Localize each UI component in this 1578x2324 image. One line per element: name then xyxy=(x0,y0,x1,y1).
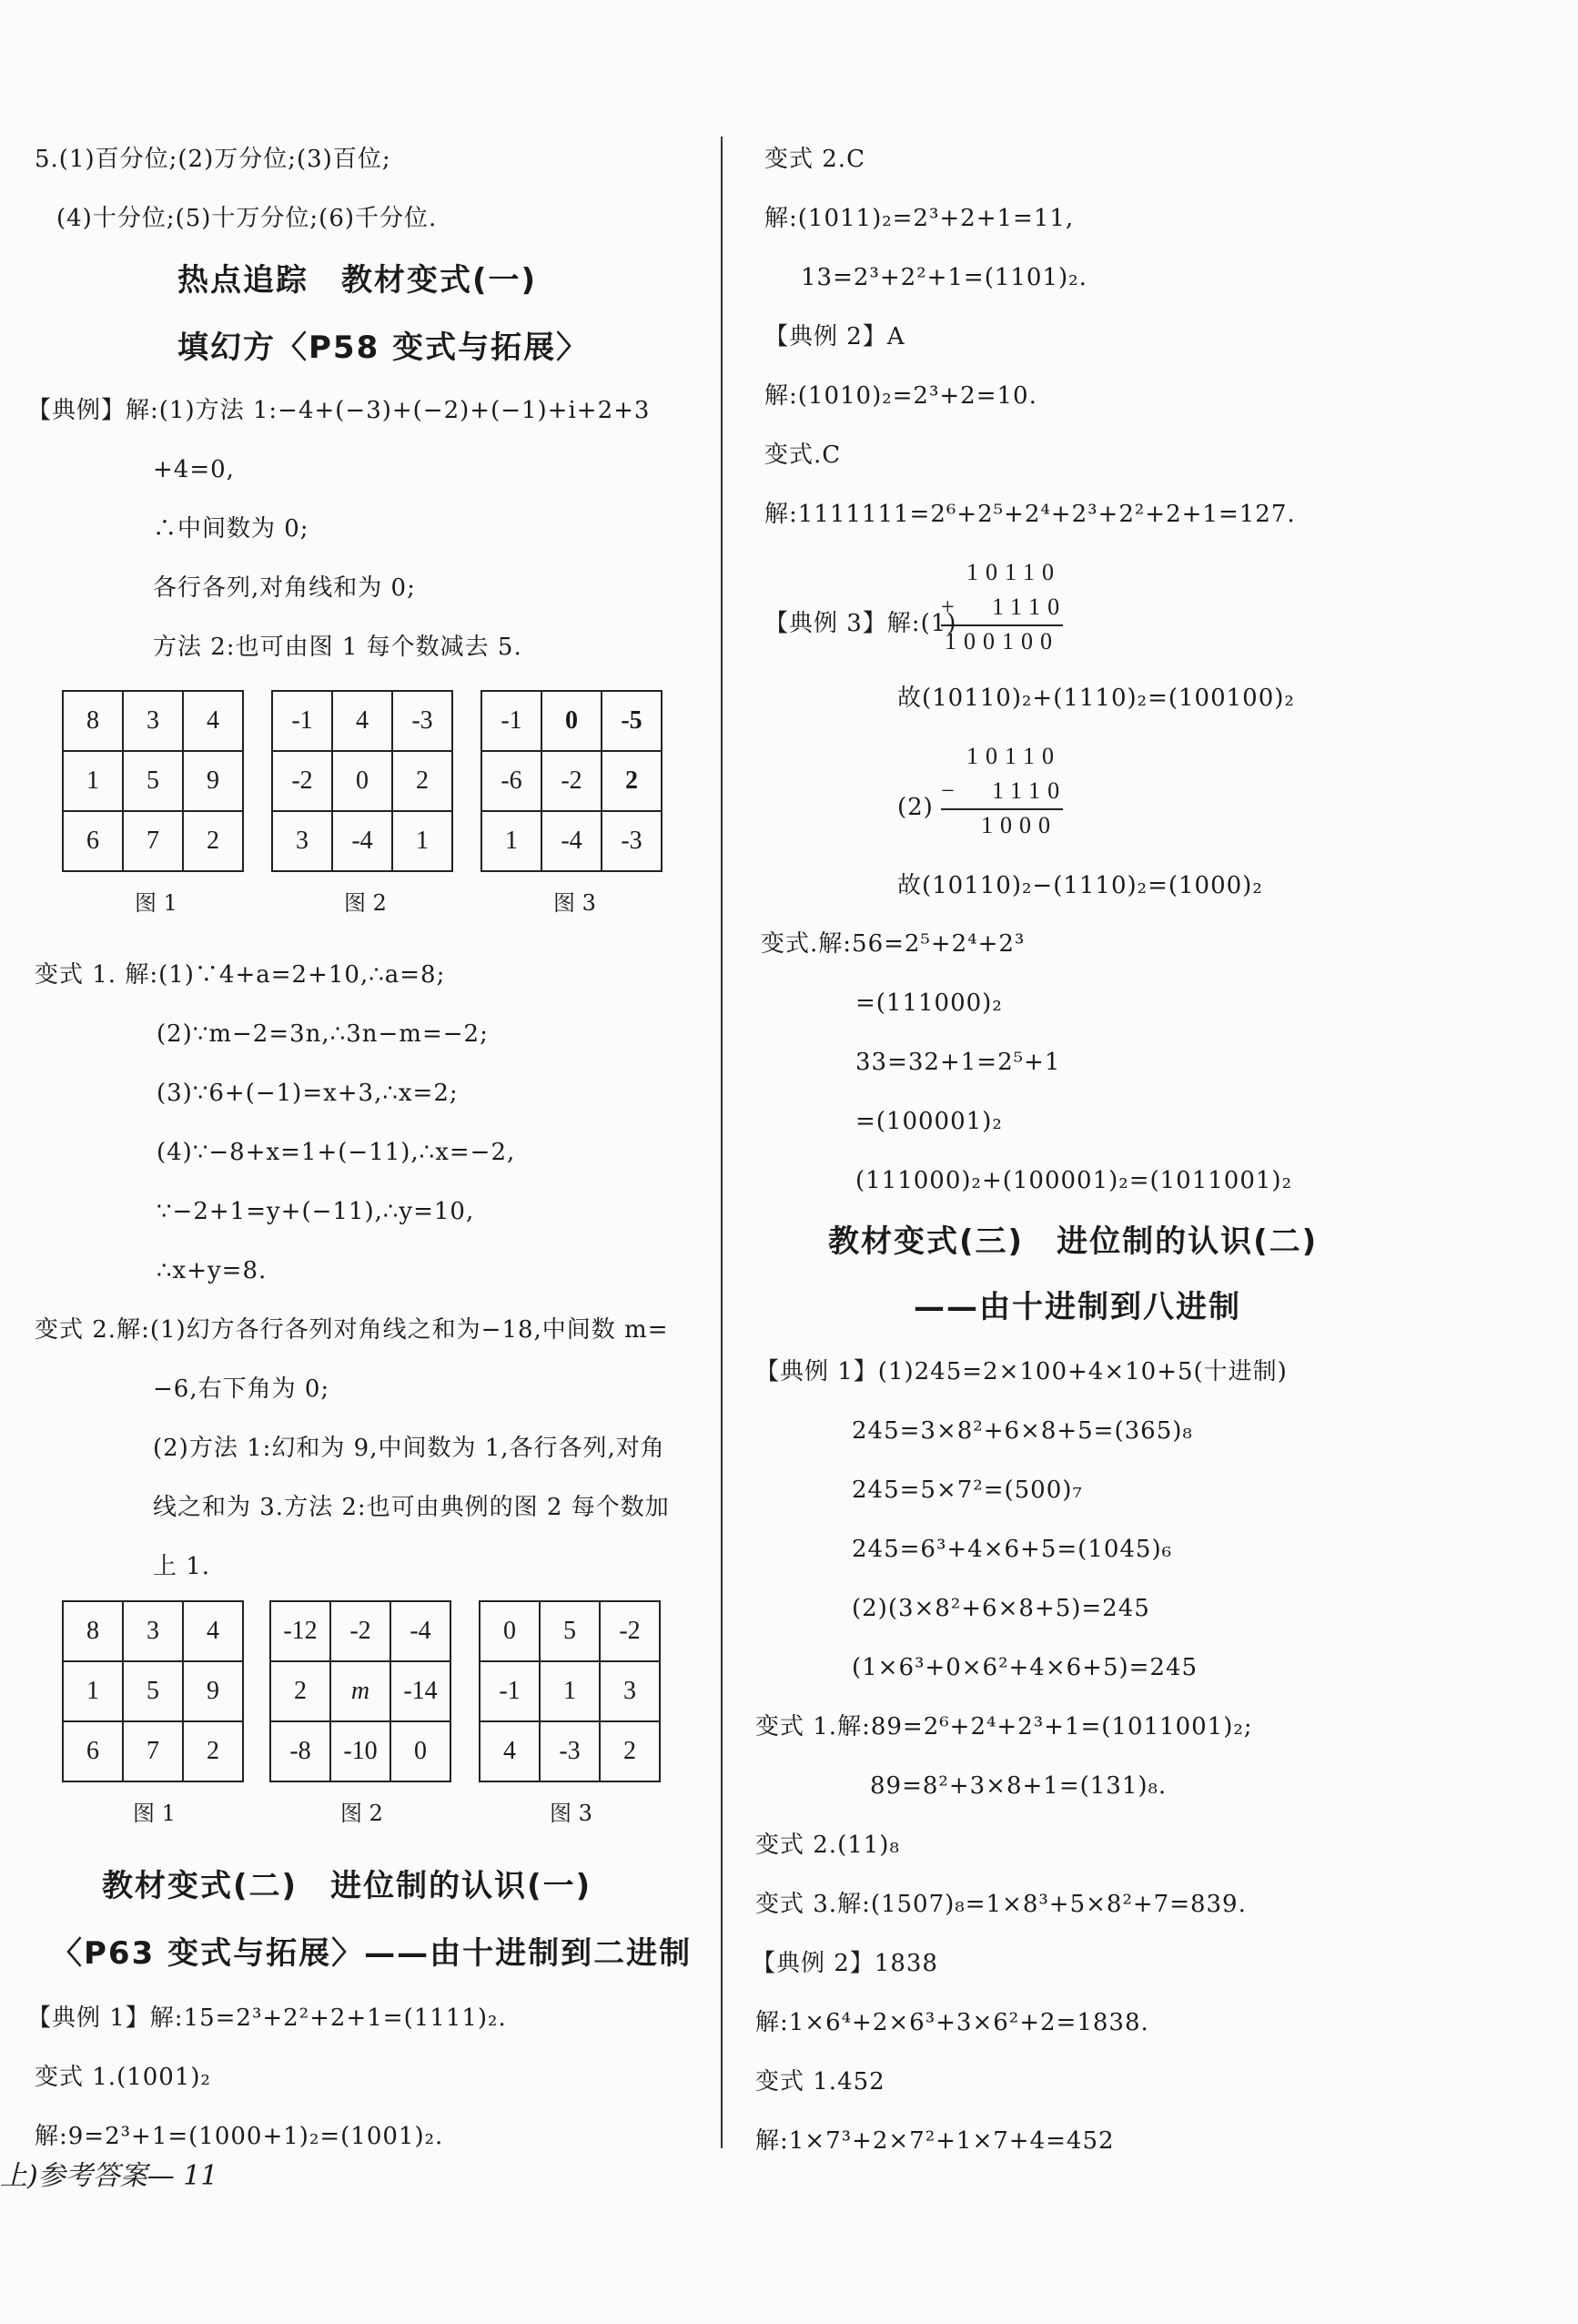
magic-square-cell: -14 xyxy=(390,1661,450,1721)
variant-line: 变式 2.(11)₈ xyxy=(755,1832,900,1859)
example-line: 各行各列,对角线和为 0; xyxy=(153,574,416,602)
solution-line: 33=32+1=2⁵+1 xyxy=(855,1049,1061,1076)
sum-result: 100100 xyxy=(945,628,1059,655)
page-footer: 上)参考答案— 11 xyxy=(0,2160,218,2192)
magic-square-cell: -2 xyxy=(330,1601,390,1661)
example-line: +4=0, xyxy=(153,456,235,483)
magic-square-cell: 3 xyxy=(272,811,332,871)
solution-line: 解:1111111=2⁶+2⁵+2⁴+2³+2²+2+1=127. xyxy=(764,501,1296,528)
section-heading: 教材变式(二) 进位制的认识(一) xyxy=(102,1868,592,1904)
section-heading: 热点追踪 教材变式(一) xyxy=(177,262,538,299)
solution-line: 解:1×7³+2×7²+1×7+4=452 xyxy=(755,2127,1115,2155)
solution-line: 解:(1011)₂=2³+2+1=11, xyxy=(764,205,1075,232)
magic-square-cell: -4 xyxy=(541,811,602,871)
example-line: ∴中间数为 0; xyxy=(153,515,309,543)
magic-square-3 xyxy=(480,690,663,872)
solution-line: 解:(1010)₂=2³+2=10. xyxy=(764,382,1037,410)
variant-line: 变式 1.解:89=2⁶+2⁴+2³+1=(1011001)₂; xyxy=(755,1713,1253,1740)
magic-square-cell: -2 xyxy=(541,751,602,811)
magic-square-cell: 3 xyxy=(600,1661,660,1721)
solution-line: 245=6³+4×6+5=(1045)₆ xyxy=(852,1536,1173,1563)
example-line: 【典例 1】解:15=2³+2²+2+1=(1111)₂. xyxy=(27,2004,507,2032)
magic-square-cell: -4 xyxy=(332,811,392,871)
magic-square-cell: -6 xyxy=(481,751,541,811)
magic-square-cell: 0 xyxy=(332,751,392,811)
column-divider xyxy=(721,137,723,2148)
magic-square-cell: 7 xyxy=(123,1721,183,1781)
variant-line: 变式 1.(1001)₂ xyxy=(35,2064,211,2091)
solution-line: 解:9=2³+1=(1000+1)₂=(1001)₂. xyxy=(35,2123,444,2150)
variant-line: 变式 3.解:(1507)₈=1×8³+5×8²+7=839. xyxy=(755,1891,1247,1918)
magic-square-cell: 1 xyxy=(481,811,541,871)
variant-2-line: (2)方法 1:幻和为 9,中间数为 1,各行各列,对角 xyxy=(153,1435,665,1462)
diff-bottom: 1110 xyxy=(992,777,1067,804)
magic-square-cell: -1 xyxy=(481,691,541,751)
example-line: 【典例 2】1838 xyxy=(752,1950,938,1977)
magic-square-4 xyxy=(62,1600,244,1782)
magic-square-cell: 2 xyxy=(270,1661,330,1721)
section-subheading: 〈P63 变式与拓展〉——由十进制到二进制 xyxy=(51,1935,693,1972)
diff-operator: − xyxy=(941,777,962,804)
sum-bottom: 1110 xyxy=(992,594,1067,620)
variant-1-line: (2)∵m−2=3n,∴3n−m=−2; xyxy=(157,1020,489,1048)
magic-square-cell: -1 xyxy=(272,691,332,751)
variant-line: 变式.C xyxy=(764,441,842,469)
magic-square-cell: 2 xyxy=(602,751,662,811)
magic-square-6 xyxy=(479,1600,661,1782)
solution-line: 245=3×8²+6×8+5=(365)₈ xyxy=(852,1417,1193,1445)
section-subheading: 填幻方〈P58 变式与拓展〉 xyxy=(177,330,590,366)
magic-square-cell: m xyxy=(330,1661,390,1721)
variant-1-line: 变式 1. 解:(1)∵4+a=2+10,∴a=8; xyxy=(35,961,446,989)
magic-square-cell: 2 xyxy=(183,811,243,871)
conclusion-line: 故(10110)₂+(1110)₂=(100100)₂ xyxy=(897,685,1295,712)
part-label: (2) xyxy=(897,794,934,821)
magic-square-cell: 5 xyxy=(540,1601,600,1661)
magic-square-cell: -2 xyxy=(600,1601,660,1661)
magic-square-cell: 5 xyxy=(123,1661,183,1721)
magic-square-cell: 6 xyxy=(63,811,123,871)
magic-square-cell: 8 xyxy=(63,691,123,751)
magic-square-cell: 0 xyxy=(390,1721,450,1781)
diff-result: 1000 xyxy=(981,812,1057,838)
magic-square-cell: -8 xyxy=(270,1721,330,1781)
section-subheading: ——由十进制到八进制 xyxy=(914,1289,1241,1325)
magic-square-cell: -3 xyxy=(392,691,452,751)
magic-square-cell: 0 xyxy=(480,1601,540,1661)
example-line: 方法 2:也可由图 1 每个数减去 5. xyxy=(153,634,522,661)
answer-5b: (4)十分位;(5)十万分位;(6)千分位. xyxy=(56,205,438,232)
solution-line: (2)(3×8²+6×8+5)=245 xyxy=(852,1595,1150,1622)
magic-square-cell: -3 xyxy=(602,811,662,871)
magic-square-cell: 3 xyxy=(123,691,183,751)
figure-caption: 图 1 xyxy=(133,1801,176,1826)
magic-square-cell: 2 xyxy=(600,1721,660,1781)
solution-line: (1×6³+0×6²+4×6+5)=245 xyxy=(852,1654,1199,1681)
magic-square-cell: 4 xyxy=(332,691,392,751)
magic-square-1 xyxy=(62,690,244,872)
variant-line: 变式.解:56=2⁵+2⁴+2³ xyxy=(761,930,1026,958)
magic-square-cell: 1 xyxy=(392,811,452,871)
magic-square-cell: 7 xyxy=(123,811,183,871)
figure-caption: 图 1 xyxy=(135,890,177,916)
diff-top: 10110 xyxy=(966,743,1062,769)
magic-square-2 xyxy=(271,690,453,872)
variant-1-line: ∵−2+1=y+(−11),∴y=10, xyxy=(157,1198,475,1225)
magic-square-cell: 4 xyxy=(183,1601,243,1661)
magic-square-cell: 9 xyxy=(183,1661,243,1721)
example-line: 【典例】解:(1)方法 1:−4+(−3)+(−2)+(−1)+i+2+3 xyxy=(27,397,651,424)
variant-2-line: −6,右下角为 0; xyxy=(153,1375,330,1403)
magic-square-cell: 1 xyxy=(63,751,123,811)
solution-line: (111000)₂+(100001)₂=(1011001)₂ xyxy=(855,1167,1292,1194)
magic-square-cell: 0 xyxy=(541,691,602,751)
magic-square-cell: 2 xyxy=(392,751,452,811)
magic-square-cell: 1 xyxy=(63,1661,123,1721)
magic-square-cell: 3 xyxy=(123,1601,183,1661)
magic-square-cell: 8 xyxy=(63,1601,123,1661)
magic-square-cell: 4 xyxy=(480,1721,540,1781)
variant-1-line: (3)∵6+(−1)=x+3,∴x=2; xyxy=(157,1080,459,1107)
variant-1-line: (4)∵−8+x=1+(−11),∴x=−2, xyxy=(157,1139,516,1166)
magic-square-cell: 4 xyxy=(183,691,243,751)
magic-square-cell: 1 xyxy=(540,1661,600,1721)
variant-1-line: ∴x+y=8. xyxy=(157,1257,268,1284)
solution-line: =(111000)₂ xyxy=(855,989,1003,1017)
magic-square-cell: -4 xyxy=(390,1601,450,1661)
magic-square-cell: -10 xyxy=(330,1721,390,1781)
magic-square-cell: -5 xyxy=(602,691,662,751)
magic-square-cell: -12 xyxy=(270,1601,330,1661)
example-line: 【典例 1】(1)245=2×100+4×10+5(十进制) xyxy=(755,1358,1288,1385)
solution-line: 解:1×6⁴+2×6³+3×6²+2=1838. xyxy=(755,2009,1149,2036)
figure-caption: 图 3 xyxy=(550,1801,592,1826)
variant-2-line: 线之和为 3.方法 2:也可由典例的图 2 每个数加 xyxy=(153,1494,670,1521)
magic-square-cell: -3 xyxy=(540,1721,600,1781)
section-heading: 教材变式(三) 进位制的认识(二) xyxy=(828,1223,1319,1260)
example-line: 【典例 3】解:(1) xyxy=(764,610,957,637)
magic-square-cell: 6 xyxy=(63,1721,123,1781)
magic-square-5 xyxy=(269,1600,451,1782)
magic-square-cell: 2 xyxy=(183,1721,243,1781)
variant-2-line: 变式 2.解:(1)幻方各行各列对角线之和为−18,中间数 m= xyxy=(35,1316,669,1344)
figure-caption: 图 3 xyxy=(553,890,596,916)
magic-square-cell: -2 xyxy=(272,751,332,811)
solution-line: 13=2³+2²+1=(1101)₂. xyxy=(801,264,1087,291)
sum-operator: + xyxy=(941,594,962,620)
solution-line: 245=5×7²=(500)₇ xyxy=(852,1477,1083,1504)
solution-line: =(100001)₂ xyxy=(855,1108,1003,1135)
magic-square-cell: 5 xyxy=(123,751,183,811)
variant-2-line: 上 1. xyxy=(153,1553,211,1580)
conclusion-line: 故(10110)₂−(1110)₂=(1000)₂ xyxy=(897,872,1263,899)
magic-square-cell: -1 xyxy=(480,1661,540,1721)
variant-line: 变式 2.C xyxy=(764,146,865,173)
sum-top: 10110 xyxy=(966,559,1062,585)
answer-5a: 5.(1)百分位;(2)万分位;(3)百位; xyxy=(35,146,391,173)
magic-square-cell: 9 xyxy=(183,751,243,811)
example-line: 【典例 2】A xyxy=(764,323,905,350)
solution-line: 89=8²+3×8+1=(131)₈. xyxy=(870,1772,1168,1800)
variant-line: 变式 1.452 xyxy=(755,2068,885,2096)
figure-caption: 图 2 xyxy=(344,890,387,916)
figure-caption: 图 2 xyxy=(340,1801,383,1826)
